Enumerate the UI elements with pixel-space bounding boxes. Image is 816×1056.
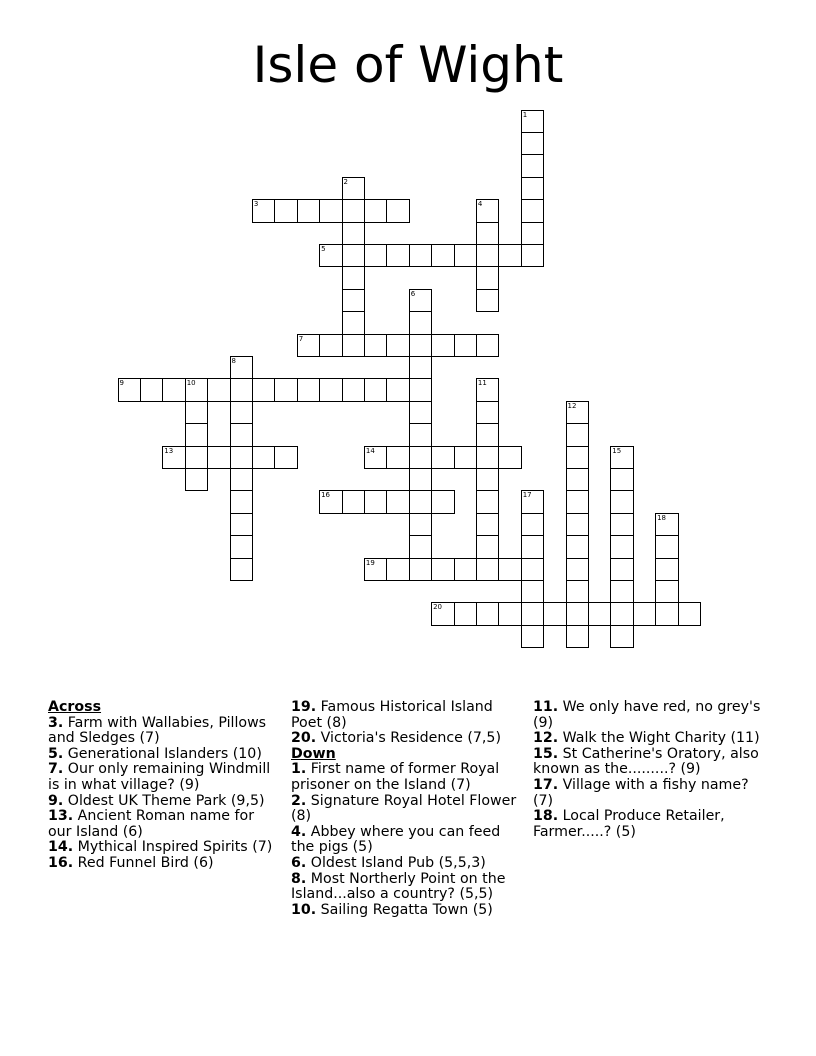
grid-cell[interactable] (297, 199, 321, 223)
grid-cell[interactable] (476, 199, 500, 223)
grid-cell[interactable] (566, 513, 590, 537)
grid-cell[interactable] (610, 513, 634, 537)
grid-cell[interactable] (476, 490, 500, 514)
grid-cell[interactable] (342, 378, 366, 402)
grid-cell[interactable] (252, 199, 276, 223)
grid-cell[interactable] (454, 446, 478, 470)
clue-column-1 (48, 700, 280, 872)
grid-cell[interactable] (655, 535, 679, 559)
grid-cell[interactable] (274, 378, 298, 402)
grid-cell[interactable] (230, 468, 254, 492)
grid-cell[interactable] (588, 602, 612, 626)
grid-cell[interactable] (409, 334, 433, 358)
grid-cell[interactable] (252, 378, 276, 402)
cell-number: 4 (477, 200, 483, 209)
grid-cell[interactable] (566, 580, 590, 604)
cell-number: 7 (298, 334, 304, 343)
cell-number: 1 (522, 110, 528, 119)
grid-cell[interactable] (342, 177, 366, 201)
clue-across-5: 5. Generational Islanders (10) (48, 745, 262, 762)
grid-cell[interactable] (409, 423, 433, 447)
cell-number: 8 (231, 356, 236, 365)
grid-cell[interactable] (521, 625, 545, 649)
clue-down-12: 12. Walk the Wight Charity (11) (533, 730, 760, 747)
grid-cell[interactable] (386, 334, 410, 358)
grid-cell[interactable] (454, 244, 478, 268)
grid-cell[interactable] (476, 602, 500, 626)
grid-cell[interactable] (274, 446, 298, 470)
clue-down-15: 15. St Catherine's Oratory, also known as the.........? (9) (533, 745, 759, 778)
clue-down-8: 8. Most Northerly Point on the Island...also a country? (5,5) (291, 870, 506, 903)
grid-cell[interactable] (319, 334, 343, 358)
grid-cell[interactable] (342, 199, 366, 223)
grid-cell[interactable] (610, 602, 634, 626)
cell-number: 10 (186, 379, 196, 388)
grid-cell[interactable] (655, 580, 679, 604)
grid-cell[interactable] (566, 535, 590, 559)
grid-cell[interactable] (230, 558, 254, 582)
grid-cell[interactable] (633, 602, 657, 626)
grid-cell[interactable] (566, 401, 590, 425)
cell-number: 2 (343, 177, 348, 186)
clue-column-2 (291, 700, 523, 918)
grid-cell[interactable] (364, 244, 388, 268)
grid-cell[interactable] (409, 446, 433, 470)
grid-cell[interactable] (476, 266, 500, 290)
grid-cell[interactable] (230, 446, 254, 470)
clue-down-2: 2. Signature Royal Hotel Flower (8) (291, 792, 517, 825)
grid-cell[interactable] (521, 244, 545, 268)
clue-down-1: 1. First name of former Royal prisoner on the Island (7) (291, 761, 500, 793)
clue-down-11: 11. We only have red, no grey's (9) (533, 699, 761, 731)
cell-number: 3 (253, 200, 259, 209)
grid-cell[interactable] (498, 446, 522, 470)
clue-across-3: 3. Farm with Wallabies, Pillows and Sledges (7) (48, 714, 267, 747)
cell-number: 20 (433, 603, 443, 612)
grid-cell[interactable] (566, 490, 590, 514)
grid-cell[interactable] (476, 558, 500, 582)
cell-number: 6 (410, 289, 416, 298)
grid-cell[interactable] (162, 446, 186, 470)
grid-cell[interactable] (185, 378, 209, 402)
grid-cell[interactable] (319, 244, 343, 268)
across-heading: Across (48, 699, 102, 715)
grid-cell[interactable] (521, 580, 545, 604)
grid-cell[interactable] (566, 625, 590, 649)
grid-cell[interactable] (342, 490, 366, 514)
grid-cell[interactable] (678, 602, 702, 626)
cell-number: 14 (365, 446, 375, 455)
grid-cell[interactable] (521, 222, 545, 246)
grid-cell[interactable] (207, 378, 231, 402)
down-heading: Down (291, 745, 336, 762)
grid-cell[interactable] (409, 468, 433, 492)
grid-cell[interactable] (297, 378, 321, 402)
cell-number: 16 (321, 491, 331, 500)
grid-cell[interactable] (498, 558, 522, 582)
grid-cell[interactable] (476, 334, 500, 358)
grid-cell[interactable] (364, 334, 388, 358)
grid-cell[interactable] (409, 356, 433, 380)
grid-cell[interactable] (140, 378, 164, 402)
grid-cell[interactable] (454, 334, 478, 358)
grid-cell[interactable] (364, 490, 388, 514)
grid-cell[interactable] (342, 244, 366, 268)
clue-across-19: 19. Famous Historical Island Poet (8) (291, 699, 493, 731)
grid-cell[interactable] (521, 513, 545, 537)
grid-cell[interactable] (319, 490, 343, 514)
clue-across-7: 7. Our only remaining Windmill is in what village? (9) (48, 761, 271, 793)
grid-cell[interactable] (342, 334, 366, 358)
clue-down-4: 4. Abbey where you can feed the pigs (5) (291, 823, 501, 856)
grid-cell[interactable] (566, 558, 590, 582)
grid-cell[interactable] (342, 311, 366, 335)
clue-across-20: 20. Victoria's Residence (7,5) (291, 730, 501, 747)
grid-cell[interactable] (409, 244, 433, 268)
clue-across-9: 9. Oldest UK Theme Park (9,5) (48, 792, 265, 809)
clue-across-14: 14. Mythical Inspired Spirits (7) (48, 839, 273, 856)
clue-down-6: 6. Oldest Island Pub (5,5,3) (291, 854, 486, 871)
grid-cell[interactable] (476, 401, 500, 425)
grid-cell[interactable] (274, 199, 298, 223)
grid-cell[interactable] (409, 311, 433, 335)
grid-cell[interactable] (431, 558, 455, 582)
clue-across-16: 16. Red Funnel Bird (6) (48, 854, 214, 871)
grid-cell[interactable] (230, 535, 254, 559)
grid-cell[interactable] (386, 244, 410, 268)
grid-cell[interactable] (566, 446, 590, 470)
grid-cell[interactable] (610, 468, 634, 492)
grid-cell[interactable] (610, 625, 634, 649)
grid-cell[interactable] (610, 580, 634, 604)
grid-cell[interactable] (252, 446, 276, 470)
grid-cell[interactable] (386, 199, 410, 223)
grid-cell[interactable] (454, 558, 478, 582)
clue-down-17: 17. Village with a fishy name? (7) (533, 776, 749, 809)
grid-cell[interactable] (521, 490, 545, 514)
grid-cell[interactable] (118, 378, 142, 402)
grid-cell[interactable] (409, 289, 433, 313)
grid-cell[interactable] (431, 334, 455, 358)
grid-cell[interactable] (207, 446, 231, 470)
grid-cell[interactable] (521, 110, 545, 134)
grid-cell[interactable] (476, 535, 500, 559)
grid-cell[interactable] (655, 513, 679, 537)
grid-cell[interactable] (521, 535, 545, 559)
grid-cell[interactable] (454, 602, 478, 626)
grid-cell[interactable] (610, 446, 634, 470)
grid-cell[interactable] (566, 423, 590, 447)
grid-cell[interactable] (655, 602, 679, 626)
grid-cell[interactable] (409, 535, 433, 559)
grid-cell[interactable] (498, 244, 522, 268)
grid-cell[interactable] (386, 378, 410, 402)
grid-cell[interactable] (386, 446, 410, 470)
clue-down-18: 18. Local Produce Retailer, Farmer.....? (5) (533, 808, 725, 840)
grid-cell[interactable] (409, 378, 433, 402)
grid-cell[interactable] (386, 490, 410, 514)
grid-cell[interactable] (521, 177, 545, 201)
clue-across-13: 13. Ancient Roman name for our Island (6) (48, 808, 255, 840)
grid-cell[interactable] (230, 378, 254, 402)
grid-cell[interactable] (409, 401, 433, 425)
grid-cell[interactable] (297, 334, 321, 358)
grid-cell[interactable] (230, 490, 254, 514)
grid-cell[interactable] (476, 446, 500, 470)
grid-cell[interactable] (476, 513, 500, 537)
grid-cell[interactable] (364, 378, 388, 402)
grid-cell[interactable] (364, 199, 388, 223)
grid-cell[interactable] (476, 378, 500, 402)
cell-number: 5 (321, 244, 326, 253)
grid-cell[interactable] (185, 446, 209, 470)
grid-cell[interactable] (476, 423, 500, 447)
grid-cell[interactable] (655, 558, 679, 582)
grid-cell[interactable] (364, 446, 388, 470)
grid-cell[interactable] (476, 289, 500, 313)
grid-cell[interactable] (342, 222, 366, 246)
cell-number: 17 (522, 491, 532, 500)
grid-cell[interactable] (230, 356, 254, 380)
grid-cell[interactable] (185, 468, 209, 492)
grid-cell[interactable] (409, 513, 433, 537)
grid-cell[interactable] (476, 222, 500, 246)
grid-cell[interactable] (230, 401, 254, 425)
grid-cell[interactable] (185, 423, 209, 447)
cell-number: 18 (657, 513, 667, 522)
cell-number: 15 (612, 446, 622, 455)
grid-cell[interactable] (521, 154, 545, 178)
grid-cell[interactable] (319, 378, 343, 402)
grid-cell[interactable] (431, 602, 455, 626)
grid-cell[interactable] (431, 490, 455, 514)
cell-number: 9 (119, 379, 124, 388)
grid-cell[interactable] (521, 199, 545, 223)
grid-cell[interactable] (543, 602, 567, 626)
grid-cell[interactable] (230, 513, 254, 537)
grid-cell[interactable] (185, 401, 209, 425)
grid-cell[interactable] (521, 558, 545, 582)
grid-cell[interactable] (409, 490, 433, 514)
grid-cell[interactable] (521, 602, 545, 626)
grid-cell[interactable] (342, 289, 366, 313)
grid-cell[interactable] (476, 244, 500, 268)
grid-cell[interactable] (409, 558, 433, 582)
grid-cell[interactable] (230, 423, 254, 447)
grid-cell[interactable] (162, 378, 186, 402)
cell-number: 13 (164, 446, 174, 455)
cell-number: 12 (567, 401, 577, 410)
clue-down-10: 10. Sailing Regatta Town (5) (291, 901, 493, 918)
grid-cell[interactable] (498, 602, 522, 626)
grid-cell[interactable] (610, 490, 634, 514)
grid-cell[interactable] (566, 602, 590, 626)
clue-column-3 (533, 700, 765, 840)
grid-cell[interactable] (431, 244, 455, 268)
puzzle-title: Isle of Wight (252, 36, 564, 94)
cell-number: 11 (477, 379, 487, 388)
grid-cell[interactable] (610, 535, 634, 559)
grid-cell[interactable] (566, 468, 590, 492)
cell-number: 19 (365, 558, 375, 567)
grid-cell[interactable] (364, 558, 388, 582)
grid-cell[interactable] (610, 558, 634, 582)
grid-cell[interactable] (342, 266, 366, 290)
grid-cell[interactable] (476, 468, 500, 492)
grid-cell[interactable] (386, 558, 410, 582)
grid-cell[interactable] (431, 446, 455, 470)
grid-cell[interactable] (319, 199, 343, 223)
grid-cell[interactable] (521, 132, 545, 156)
